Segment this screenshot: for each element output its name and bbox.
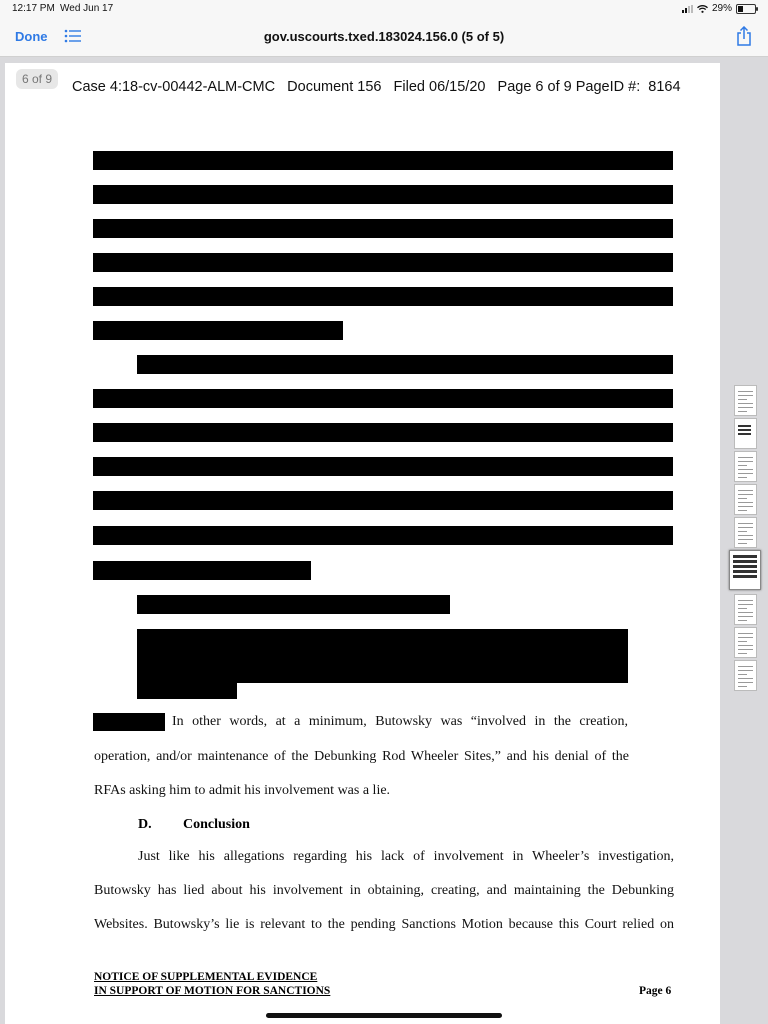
redaction-bar bbox=[93, 389, 673, 408]
redaction-bar bbox=[93, 219, 673, 238]
footer-title bbox=[94, 970, 330, 998]
page-thumbnail[interactable] bbox=[734, 517, 757, 548]
page-thumbnail[interactable] bbox=[734, 385, 757, 416]
page-thumbnail[interactable] bbox=[734, 451, 757, 482]
footer-title-line: NOTICE OF SUPPLEMENTAL EVIDENCE bbox=[94, 971, 318, 983]
paragraph-line: In other words, at a minimum, Butowsky was “involved in the creation, bbox=[172, 714, 628, 729]
paragraph-line: operation, and/or maintenance of the Debunking Rod Wheeler Sites,” and his denial of the bbox=[94, 749, 629, 764]
redaction-bar bbox=[93, 561, 311, 580]
redaction-bar bbox=[93, 151, 673, 170]
page-thumbnail[interactable] bbox=[734, 484, 757, 515]
cellular-signal-icon bbox=[682, 5, 693, 13]
battery-percent: 29% bbox=[711, 3, 732, 14]
page-thumbnail[interactable] bbox=[734, 594, 757, 625]
status-bar bbox=[0, 0, 768, 18]
document-page[interactable] bbox=[5, 63, 720, 1024]
redaction-bar bbox=[93, 491, 673, 510]
status-date: Wed Jun 17 bbox=[60, 3, 114, 14]
redaction-block bbox=[137, 629, 628, 683]
redaction-bar bbox=[93, 253, 673, 272]
document-title: gov.uscourts.txed.183024.156.0 (5 of 5) bbox=[263, 29, 505, 44]
redaction-bar bbox=[93, 526, 673, 545]
page-number-badge: 6 of 9 bbox=[16, 69, 58, 89]
page-thumbnail-selected[interactable] bbox=[729, 550, 761, 590]
paragraph-line: Websites. Butowsky’s lie is relevant to the pending Sanctions Motion because this Court relied on bbox=[94, 917, 674, 932]
battery-icon bbox=[736, 4, 756, 14]
home-indicator[interactable] bbox=[266, 1013, 502, 1018]
redaction-bar bbox=[93, 457, 673, 476]
paragraph-line: RFAs asking him to admit his involvement was a lie. bbox=[94, 783, 391, 798]
section-heading: Conclusion bbox=[183, 817, 250, 832]
redaction-bar bbox=[93, 423, 673, 442]
paragraph-line: Butowsky has lied about his involvement in obtaining, creating, and maintaining the Debunking bbox=[94, 883, 674, 898]
done-button[interactable]: Done bbox=[15, 29, 48, 44]
redaction-bar bbox=[137, 683, 237, 699]
navigation-bar bbox=[0, 18, 768, 57]
page-thumbnail[interactable] bbox=[734, 418, 757, 449]
footer-page-label: Page 6 bbox=[639, 985, 672, 997]
redaction-bar bbox=[93, 287, 673, 306]
page-thumbnail[interactable] bbox=[734, 627, 757, 658]
status-time: 12:17 PM bbox=[12, 3, 55, 14]
paragraph-line: Just like his allegations regarding his lack of involvement in Wheeler’s investigation, bbox=[138, 849, 674, 864]
redaction-bar bbox=[137, 355, 673, 374]
share-icon[interactable] bbox=[736, 26, 752, 46]
page-thumbnail[interactable] bbox=[734, 660, 757, 691]
status-indicators bbox=[682, 3, 756, 14]
footer-title-line: IN SUPPORT OF MOTION FOR SANCTIONS bbox=[94, 985, 331, 997]
redaction-bar bbox=[137, 595, 450, 614]
redaction-bar bbox=[93, 321, 343, 340]
case-header: Case 4:18-cv-00442-ALM-CMC Document 156 Filed 06/15/20 Page 6 of 9 PageID #: 8164 bbox=[72, 79, 681, 95]
redaction-bar bbox=[93, 713, 165, 731]
wifi-icon bbox=[697, 5, 708, 13]
section-letter: D. bbox=[138, 817, 152, 832]
redaction-bar bbox=[93, 185, 673, 204]
